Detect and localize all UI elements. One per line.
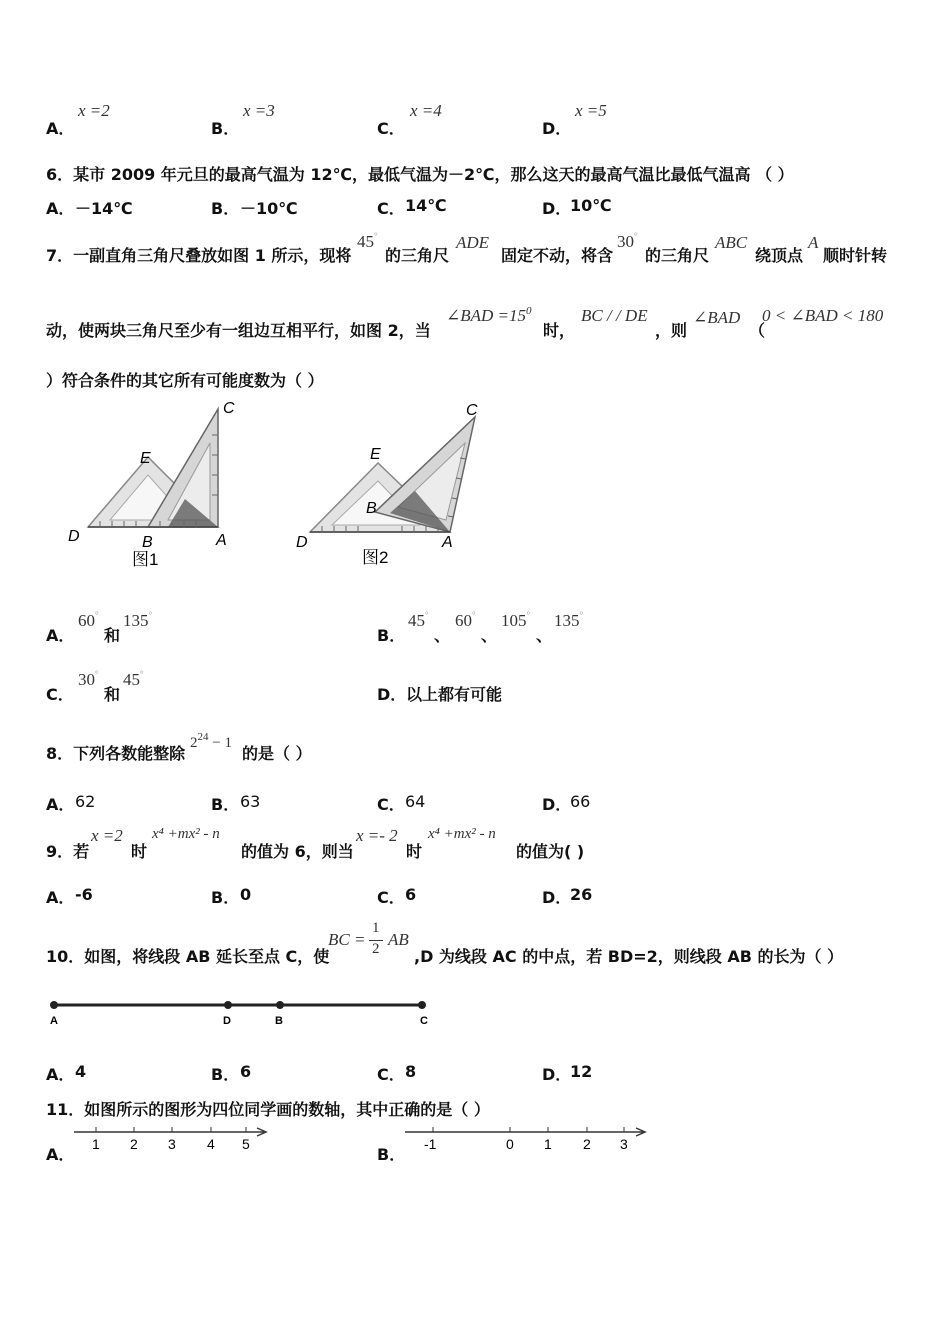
q7-line2-c: ，则 <box>655 321 688 340</box>
q10-option-a-letter: A． <box>46 1065 75 1084</box>
label-b: B <box>275 1015 283 1027</box>
q7-option-b-v1: 45° <box>408 610 429 630</box>
tick-a-3: 3 <box>168 1136 176 1152</box>
q7-option-b-v2: 60° <box>455 610 476 630</box>
label-c-fig1: C <box>223 400 235 417</box>
tick-b-0: 0 <box>506 1136 514 1152</box>
q11-stem: 11．如图所示的图形为四位同学画的数轴，其中正确的是（ ） <box>46 1100 490 1119</box>
q7-line1-b: 的三角尺 <box>385 246 450 265</box>
q10-segment-figure <box>44 995 444 1035</box>
q9-x-eq-m2: x =- 2 <box>356 826 398 845</box>
q8-option-d-value: 66 <box>570 792 591 811</box>
q9-shi1: 时 <box>131 842 148 861</box>
label-e-fig2: E <box>370 446 381 463</box>
q10-option-d-letter: D． <box>542 1065 572 1084</box>
q9-option-a-value: -6 <box>75 885 93 904</box>
q10-option-c-letter: C． <box>377 1065 405 1084</box>
q6-option-a-letter: A． <box>46 199 75 218</box>
q7-option-a-v1: 60° <box>78 610 99 630</box>
q8-option-c-value: 64 <box>405 792 426 811</box>
point-d <box>224 1001 232 1009</box>
q8-power: $2^{24} - 1$ <box>190 731 232 751</box>
q9-x-eq-2: x =2 <box>91 826 123 845</box>
label-d-fig1: D <box>68 528 80 545</box>
q8-stem-a: 8．下列各数能整除 <box>46 744 186 763</box>
q5-option-a-value: x =2 <box>78 101 110 120</box>
q7-bc-parallel-de: BC / / DE <box>581 306 648 325</box>
q6-option-c-letter: C． <box>377 199 405 218</box>
q7-line3: ）符合条件的其它所有可能度数为（ ） <box>46 371 324 390</box>
q7-option-a-v2: 135° <box>123 610 153 630</box>
q7-option-b-sep1: 、 <box>434 626 451 645</box>
tick-a-4: 4 <box>207 1136 215 1152</box>
q8-option-b-value: 63 <box>240 792 261 811</box>
q9-option-b-letter: B． <box>211 888 240 907</box>
q9-option-c-value: 6 <box>405 885 417 904</box>
label-b-fig2: B <box>366 500 377 517</box>
label-e-fig1: E <box>140 450 151 467</box>
q10-ab: AB <box>388 930 409 949</box>
q9-ruo: 9．若 <box>46 842 90 861</box>
q7-bad: ∠BAD <box>693 308 741 327</box>
q5-option-d-letter: D． <box>542 119 572 138</box>
q11-number-line-a <box>72 1124 272 1154</box>
q9-option-a-letter: A． <box>46 888 75 907</box>
q8-stem-b: 的是（ ） <box>242 744 312 763</box>
q9-option-d-value: 26 <box>570 885 593 904</box>
point-a <box>50 1001 58 1009</box>
q7-option-d-letter: D． <box>377 685 407 704</box>
q7-option-c-letter: C． <box>46 685 74 704</box>
q7-option-d-text: 以上都有可能 <box>406 685 503 704</box>
q9-option-c-letter: C． <box>377 888 405 907</box>
q7-line1-f: 顺时针转 <box>823 246 888 265</box>
q6-stem: 6．某市 2009 年元旦的最高气温为 12℃，最低气温为－2℃，那么这天的最高气温比最低气温高 （ ） <box>46 165 794 184</box>
caption-fig2: 图2 <box>362 548 389 567</box>
q8-option-a-value: 62 <box>75 792 96 811</box>
q7-option-a-letter: A． <box>46 626 75 645</box>
q10-option-b-letter: B． <box>211 1065 240 1084</box>
tick-a-5: 5 <box>242 1136 250 1152</box>
q8-option-c-letter: C． <box>377 795 405 814</box>
caption-fig1: 图1 <box>132 550 159 569</box>
q10-bc: BC = <box>328 930 366 949</box>
q10-stem-b: ,D 为线段 AC 的中点，若 BD=2，则线段 AB 的长为（ ） <box>414 947 844 966</box>
q6-option-c-value: 14℃ <box>405 196 447 215</box>
q5-option-b-letter: B． <box>211 119 240 138</box>
q9-option-d-letter: D． <box>542 888 572 907</box>
q11-number-line-b <box>403 1124 653 1154</box>
q5-option-a-letter: A． <box>46 119 75 138</box>
q8-option-b-letter: B． <box>211 795 240 814</box>
q9-expr: x⁴ +mx² - n <box>152 826 220 842</box>
tick-b-3: 3 <box>620 1136 628 1152</box>
label-a-fig2: A <box>442 534 453 551</box>
tick-b-2: 2 <box>583 1136 591 1152</box>
q9-expr2: x⁴ +mx² - n <box>428 826 496 842</box>
q5-option-c-letter: C． <box>377 119 405 138</box>
q7-option-b-sep2: 、 <box>481 626 498 645</box>
label-a-fig1: A <box>216 532 227 549</box>
q7-angle-30: 30° <box>617 231 638 251</box>
tick-b-neg1: -1 <box>424 1136 437 1152</box>
q9-option-b-value: 0 <box>240 885 252 904</box>
q6-option-d-letter: D． <box>542 199 572 218</box>
q7-line1-a: 7．一副直角三角尺叠放如图 1 所示，现将 <box>46 246 352 265</box>
q7-range: 0 < ∠BAD < 180 <box>762 306 884 325</box>
q7-option-b-v3: 105° <box>501 610 531 630</box>
q9-shi2: 时 <box>406 842 423 861</box>
q7-abc: ABC <box>715 233 748 252</box>
label-d: D <box>223 1015 231 1027</box>
tick-a-1: 1 <box>92 1136 100 1152</box>
tick-b-1: 1 <box>544 1136 552 1152</box>
q7-figures <box>60 395 580 575</box>
figure-1 <box>68 400 235 569</box>
q7-option-b-letter: B． <box>377 626 406 645</box>
q7-option-a-and: 和 <box>104 626 121 645</box>
label-d-fig2: D <box>296 534 308 551</box>
q7-angle-45: 45° <box>357 231 378 251</box>
q7-paren: （ <box>749 321 766 340</box>
q5-option-b-value: x =3 <box>243 101 275 120</box>
q7-line1-c: 固定不动，将含 <box>501 246 614 265</box>
q6-option-b-value: －10℃ <box>240 199 298 218</box>
q11-option-b-letter: B． <box>377 1145 406 1164</box>
q10-frac-num: 1 <box>372 920 380 936</box>
figure-2 <box>296 402 478 567</box>
q6-option-a-value: －14℃ <box>75 199 133 218</box>
q10-option-b-value: 6 <box>240 1062 252 1081</box>
q7-option-b-sep3: 、 <box>536 626 553 645</box>
q7-option-c-and: 和 <box>104 685 121 704</box>
point-b <box>276 1001 284 1009</box>
q7-point-a: A <box>808 233 819 252</box>
label-a: A <box>50 1015 58 1027</box>
q7-line2-a: 动，使两块三角尺至少有一组边互相平行，如图 2，当 <box>46 321 431 340</box>
q10-option-c-value: 8 <box>405 1062 417 1081</box>
tick-a-2: 2 <box>130 1136 138 1152</box>
q9-end: 的值为( ) <box>516 842 585 861</box>
q7-option-c-v1: 30° <box>78 669 99 689</box>
q7-bad-eq: ∠BAD $=15^0$ <box>446 305 532 325</box>
q8-option-d-letter: D． <box>542 795 572 814</box>
q10-stem-a: 10．如图，将线段 AB 延长至点 C，使 <box>46 947 330 966</box>
q8-option-a-letter: A． <box>46 795 75 814</box>
q11-option-a-letter: A． <box>46 1145 75 1164</box>
q5-option-d-value: x =5 <box>575 101 607 120</box>
q7-line1-e: 绕顶点 <box>755 246 804 265</box>
q9-mid: 的值为 6，则当 <box>241 842 354 861</box>
label-c-fig2: C <box>466 402 478 419</box>
label-c: C <box>420 1015 428 1027</box>
point-c <box>418 1001 426 1009</box>
q6-option-b-letter: B． <box>211 199 240 218</box>
q10-frac-den: 2 <box>372 941 380 957</box>
q7-option-c-v2: 45° <box>123 669 144 689</box>
q10-option-a-value: 4 <box>75 1062 87 1081</box>
q7-option-b-v4: 135° <box>554 610 584 630</box>
q10-option-d-value: 12 <box>570 1062 593 1081</box>
q7-ade: ADE <box>456 233 490 252</box>
q5-option-c-value: x =4 <box>410 101 442 120</box>
q7-line2-b: 时， <box>543 321 576 340</box>
q7-line1-d: 的三角尺 <box>645 246 710 265</box>
q6-option-d-value: 10℃ <box>570 196 612 215</box>
label-b-fig1: B <box>142 534 153 551</box>
